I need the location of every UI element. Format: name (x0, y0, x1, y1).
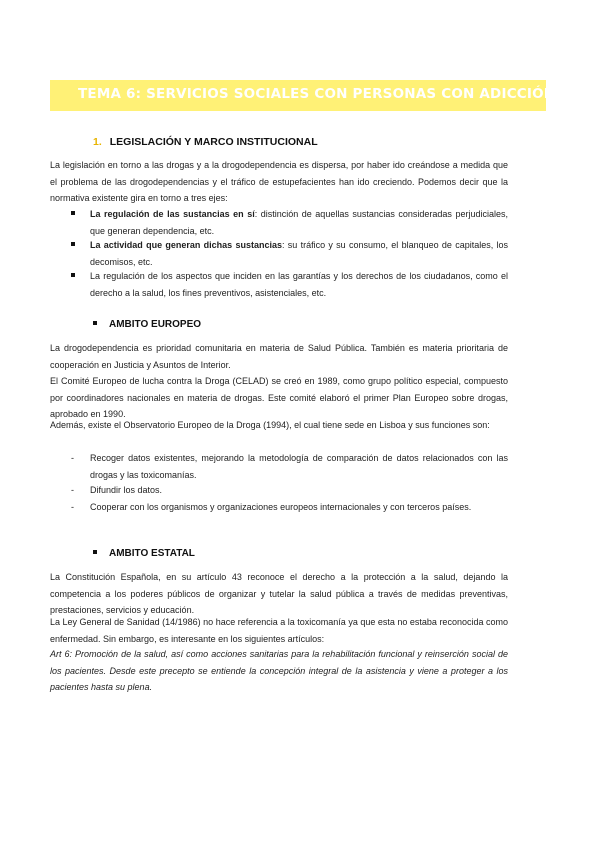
heading-bullet (93, 321, 97, 325)
section-heading-estatal (93, 548, 195, 559)
list-item-actividad (90, 237, 508, 270)
bullet-square (71, 206, 77, 212)
section-heading-text: LEGISLACIÓN Y MARCO INSTITUCIONAL (109, 136, 318, 148)
bullet-dash (71, 450, 77, 456)
bullet-square (71, 237, 77, 243)
list-item-cooperar: Cooperar con los organismos y organizaciones europeos internacionales y con terceros países. (90, 502, 472, 512)
bullet-square (71, 268, 77, 274)
list-item-garantias (90, 268, 508, 301)
title-banner (50, 80, 556, 111)
list-item-bold: La regulación de las sustancias en sí (90, 209, 255, 219)
list-item-recoger: Recoger datos existentes, mejorando la metodología de comparación de datos relacionados con las drogas y las toxicomanías. (90, 453, 508, 480)
bullet-dash (71, 482, 77, 488)
list-item-text: : su tráfico y su consumo, el blanqueo de capitales, los decomisos, etc. (90, 240, 509, 267)
list-item-regulacion (90, 206, 508, 239)
section-heading-legislacion (93, 136, 318, 148)
paragraph-observatorio: Además, existe el Observatorio Europeo de la Droga (1994), el cual tiene sede en Lisboa y sus funciones son: (50, 420, 490, 430)
list-item-text: La regulación de los aspectos que inciden en las garantías y los derechos de los ciudadanos, como el derecho a la salud, los fines preventivos, asistenciales, etc. (90, 271, 508, 298)
bullet-dash (71, 499, 77, 505)
list-item-text: : distinción de aquellas sustancias consideradas perjudiciales, que generan dependencia, etc. (90, 209, 508, 236)
section-heading-text: AMBITO EUROPEO (109, 319, 202, 330)
section-number: 1. (93, 136, 102, 148)
paragraph-ley-sanidad: La Ley General de Sanidad (14/1986) no hace referencia a la toxicomanía ya que esta no estaba reconocida como enfermedad. Sin embargo, es interesante en los siguientes artículos: (50, 617, 508, 644)
section-heading-text: AMBITO ESTATAL (109, 548, 195, 559)
list-item-difundir: Difundir los datos. (90, 485, 163, 495)
heading-bullet (93, 550, 97, 554)
page-title: TEMA 6: SERVICIOS SOCIALES CON PERSONAS CON ADICCIÓN (78, 86, 556, 102)
paragraph-celad: El Comité Europeo de lucha contra la Droga (CELAD) se creó en 1989, como grupo político especial, compuesto por coordinadores nacionales en materia de drogas. Este comité elaboró el primer Plan Europeo sobre drogas, aprobado en 1990. (50, 376, 508, 419)
paragraph-articulo-6: Art 6: Promoción de la salud, así como acciones sanitarias para la rehabilitación funcional y reinserción social de los pacientes. Desde este precepto se entiende la concepción integral de la asistencia y viene a proteger a los pacientes hasta su plena. (50, 649, 508, 692)
list-item-bold: La actividad que generan dichas sustancias (90, 240, 283, 250)
paragraph-prioridad: La drogodependencia es prioridad comunitaria en materia de Salud Pública. También es materia prioritaria de cooperación en Justicia y Asuntos de Interior. (50, 343, 508, 370)
paragraph-intro: La legislación en torno a las drogas y a la drogodependencia es dispersa, por haber ido creándose a medida que el problema de las drogodependencias y el tráfico de estupefacientes han ido creciendo. Podemos decir que la normativa existente gira en torno a tres ejes: (50, 160, 508, 203)
section-heading-europeo (93, 319, 201, 330)
paragraph-constitucion: La Constitución Española, en su artículo 43 reconoce el derecho a la protección a la salud, dejando la competencia a los poderes públicos de organizar y tutelar la salud pública a través de medidas preventivas, prestaciones, servicios y educación. (50, 572, 508, 615)
